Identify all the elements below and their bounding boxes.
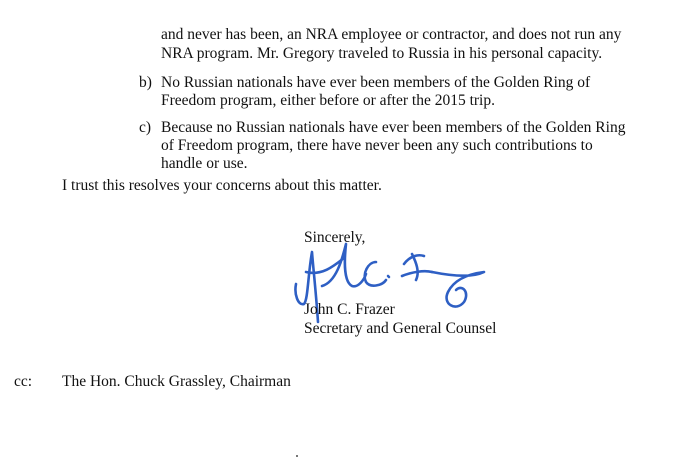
item-b-line-1: No Russian nationals have ever been members of the Golden Ring of: [161, 74, 591, 91]
cc-label: cc:: [14, 373, 33, 390]
item-a-line-1: and never has been, an NRA employee or contractor, and does not run any: [161, 26, 622, 43]
scan-speck: [296, 455, 298, 457]
item-c-line-1: Because no Russian nationals have ever been members of the Golden Ring: [161, 119, 626, 136]
closing-paragraph: I trust this resolves your concerns about this matter.: [62, 177, 382, 194]
item-c-line-2: of Freedom program, there have never been any such contributions to: [161, 137, 593, 154]
item-b-marker: b): [139, 74, 152, 91]
item-b-line-2: Freedom program, either before or after the 2015 trip.: [161, 92, 495, 109]
item-c-line-3: handle or use.: [161, 155, 248, 172]
item-c-marker: c): [139, 119, 152, 136]
signer-name: John C. Frazer: [304, 301, 395, 318]
cc-recipient: The Hon. Chuck Grassley, Chairman: [62, 373, 291, 390]
salutation: Sincerely,: [304, 229, 366, 246]
signer-title: Secretary and General Counsel: [304, 320, 497, 337]
item-a-line-2: NRA program. Mr. Gregory traveled to Russia in his personal capacity.: [161, 45, 603, 62]
